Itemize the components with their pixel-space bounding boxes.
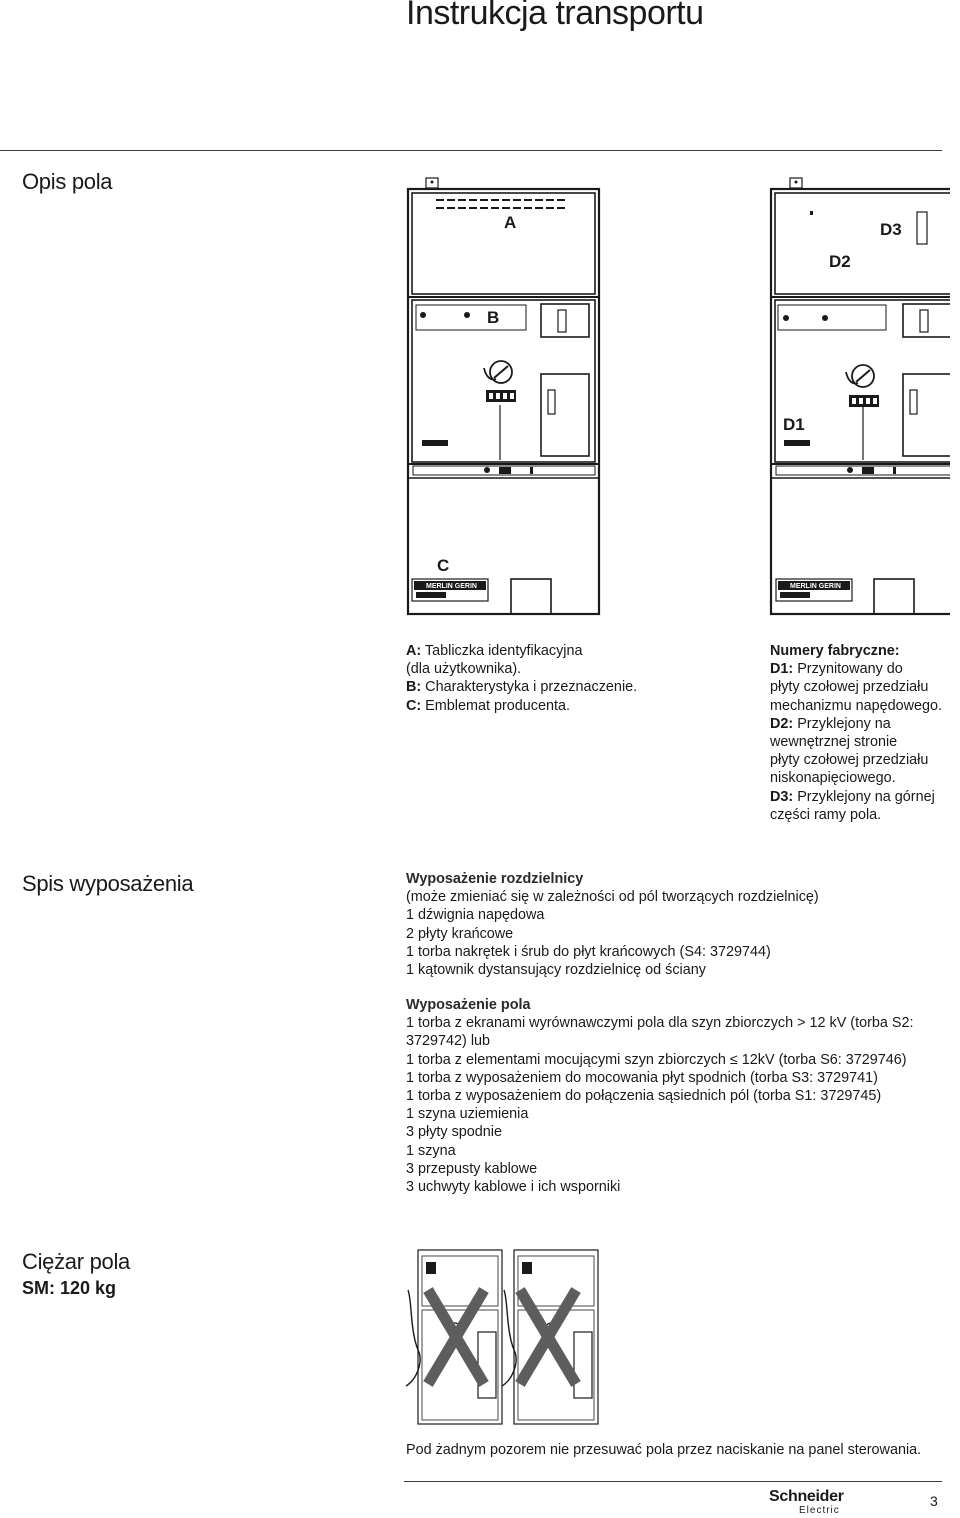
warning-text: Pod żadnym pozorem nie przesuwać pola przez naciskanie na panel sterowania. [406, 1442, 922, 1458]
list-item: 1 szyna [406, 1142, 456, 1159]
warning-illustration [404, 1246, 606, 1426]
caption-line: D1: Przynitowany do [770, 661, 903, 678]
list-item: 3729742) lub [406, 1033, 491, 1050]
logo-wordmark: Schneider [769, 1488, 844, 1505]
page-number: 3 [930, 1493, 938, 1509]
label-b: B [487, 308, 500, 327]
panel-front-diagrams [395, 172, 950, 618]
panel-weight: SM: 120 kg [22, 1278, 117, 1298]
list-item: 1 kątownik dystansujący rozdzielnicę od ściany [406, 962, 706, 979]
schneider-logo [769, 1488, 859, 1516]
caption-left [406, 642, 637, 715]
caption-line: A: Tabliczka identyfikacyjna [406, 643, 583, 659]
caption-line: D3: Przyklejony na górnej [770, 788, 935, 805]
section-heading-opis: Opis pola [22, 169, 113, 194]
section-heading-spis: Spis wyposażenia [22, 871, 194, 896]
list-item: 2 płyty krańcowe [406, 925, 514, 942]
list-item: 3 uchwyty kablowe i ich wsporniki [406, 1179, 621, 1196]
page-title: Instrukcja transportu [406, 0, 704, 32]
header-divider [0, 150, 942, 151]
list-item: 1 torba z wyposażeniem do mocowania płyt spodnich (torba S3: 3729741) [406, 1069, 878, 1086]
caption-right-title: Numery fabryczne: [770, 643, 900, 659]
label-d1: D1 [783, 415, 805, 434]
list-item: 1 torba nakrętek i śrub do płyt krańcowych (S4: 3729744) [406, 943, 771, 960]
logo-subtitle: Electric [799, 1505, 840, 1516]
label-d2: D2 [829, 252, 851, 271]
label-d3: D3 [880, 220, 902, 239]
brand-plate-left: MERLIN GERIN [426, 583, 477, 590]
equipment-switchboard [406, 870, 819, 979]
caption-line: mechanizmu napędowego. [770, 697, 942, 714]
caption-line: płyty czołowej przedziału [770, 752, 929, 769]
caption-line: części ramy pola. [770, 806, 882, 823]
caption-right [770, 642, 942, 824]
brand-plate-right: MERLIN GERIN [790, 583, 841, 590]
equipment-panel [406, 996, 913, 1196]
label-c: C [437, 556, 450, 575]
list-item: 1 torba z elementami mocującymi szyn zbiorczych ≤ 12kV (torba S6: 3729746) [406, 1051, 907, 1068]
caption-line: D2: Przyklejony na [770, 715, 891, 732]
list-item: 3 przepusty kablowe [406, 1160, 538, 1177]
list-item: 3 płyty spodnie [406, 1124, 502, 1141]
caption-line: wewnętrznej stronie [770, 734, 898, 751]
caption-line: płyty czołowej przedziału [770, 679, 929, 696]
list-item: 1 dźwignia napędowa [406, 907, 545, 924]
list-item: 1 torba z wyposażeniem do połączenia sąsiednich pól (torba S1: 3729745) [406, 1088, 882, 1105]
caption-line: niskonapięciowego. [770, 770, 896, 787]
section-heading-ciezar: Ciężar pola [22, 1249, 130, 1274]
label-a: A [504, 213, 517, 232]
list-item: 1 torba z ekranami wyrównawczymi pola dla szyn zbiorczych > 12 kV (torba S2: [406, 1015, 914, 1032]
caption-line: (dla użytkownika). [406, 661, 522, 678]
list-item: 1 szyna uziemienia [406, 1106, 529, 1123]
equipment-panel-title: Wyposażenie pola [406, 997, 531, 1013]
caption-line: C: Emblemat producenta. [406, 697, 570, 714]
equipment-switchboard-title: Wyposażenie rozdzielnicy [406, 871, 584, 887]
footer-divider [404, 1481, 942, 1482]
caption-line: B: Charakterystyka i przeznaczenie. [406, 679, 638, 696]
list-item: (może zmieniać się w zależności od pól tworzących rozdzielnicę) [406, 889, 819, 906]
